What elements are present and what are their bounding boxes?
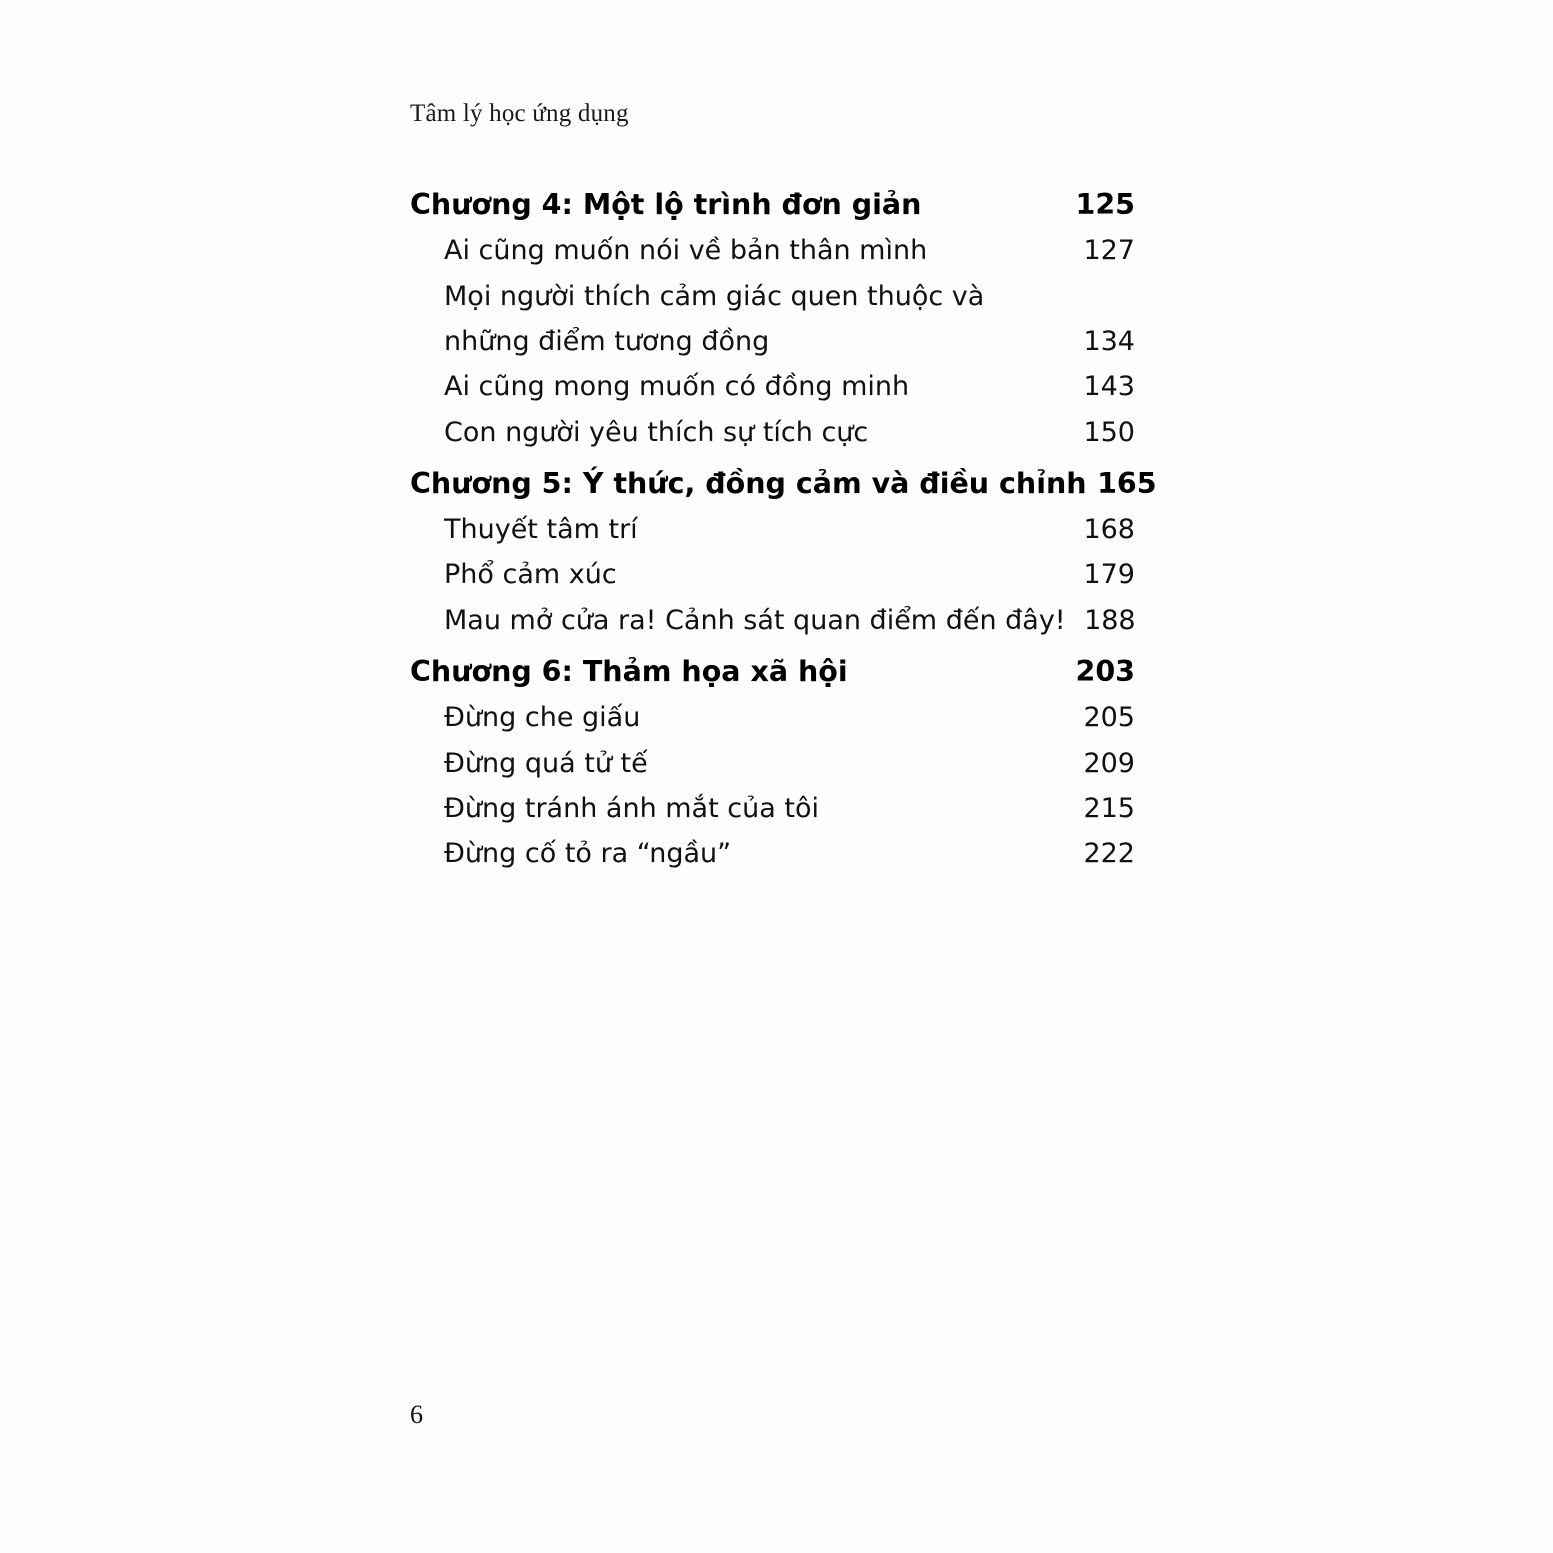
toc-entry-row[interactable]: [410, 598, 1135, 643]
toc-entry-title: Mọi người thích cảm giác quen thuộc và: [444, 280, 985, 312]
running-head: Tâm lý học ứng dụng: [410, 100, 629, 127]
toc-entry-title: Con người yêu thích sự tích cực: [444, 416, 869, 448]
toc-chapter-page: 125: [1075, 188, 1135, 221]
toc-entry-title: Thuyết tâm trí: [444, 514, 638, 546]
toc-chapter-title: Chương 4: Một lộ trình đơn giản: [410, 188, 922, 221]
toc-entry-row[interactable]: [410, 831, 1135, 876]
toc-entry-page: 150: [1083, 416, 1135, 448]
toc-entry-page: 168: [1083, 514, 1135, 546]
toc-entry-page: 134: [1083, 325, 1135, 357]
toc-group: [410, 182, 1135, 455]
toc-entry-row[interactable]: [410, 695, 1135, 740]
toc-entry-title: Ai cũng mong muốn có đồng minh: [444, 371, 910, 403]
toc-entry-title: Mau mở cửa ra! Cảnh sát quan điểm đến đây!: [444, 604, 1066, 636]
toc-chapter-page: 203: [1075, 655, 1135, 689]
toc-entry-page: 188: [1084, 604, 1136, 636]
toc-entry-row[interactable]: [410, 507, 1135, 552]
toc-entry-row[interactable]: [410, 410, 1135, 455]
toc-entry-row[interactable]: [410, 319, 1135, 364]
toc-entry-title: Phổ cảm xúc: [444, 559, 617, 591]
toc-entry-title: Đừng tránh ánh mắt của tôi: [444, 793, 819, 825]
toc-entry-page: 179: [1083, 559, 1135, 591]
toc-entry-title: Ai cũng muốn nói về bản thân mình: [444, 235, 928, 267]
toc-chapter-row[interactable]: [410, 461, 1157, 507]
toc-chapter-row[interactable]: [410, 182, 1135, 228]
toc-entry-row[interactable]: [410, 228, 1135, 273]
toc-entry-row[interactable]: [410, 274, 1135, 319]
toc-chapter-row[interactable]: [410, 649, 1135, 695]
toc-entry-row[interactable]: [410, 364, 1135, 409]
toc-entry-title: những điểm tương đồng: [444, 325, 770, 357]
toc-entry-title: Đừng quá tử tế: [444, 747, 648, 779]
toc-entry-row[interactable]: [410, 786, 1135, 831]
toc-chapter-page: 165: [1097, 466, 1157, 500]
toc-entry-row[interactable]: [410, 741, 1135, 786]
toc-entry-row[interactable]: [410, 552, 1135, 597]
page-number: 6: [410, 1400, 423, 1429]
table-of-contents: [410, 182, 1157, 883]
toc-group: [410, 649, 1135, 877]
toc-entry-page: 205: [1083, 702, 1135, 734]
toc-entry-page: 127: [1083, 235, 1135, 267]
toc-entry-page: 209: [1083, 747, 1135, 779]
toc-chapter-title: Chương 5: Ý thức, đồng cảm và điều chỉnh: [410, 466, 1087, 500]
toc-chapter-title: Chương 6: Thảm họa xã hội: [410, 655, 848, 689]
toc-entry-page: 222: [1083, 838, 1135, 870]
toc-entry-title: Đừng che giấu: [444, 702, 641, 734]
toc-entry-title: Đừng cố tỏ ra “ngầu”: [444, 838, 732, 870]
toc-group: [410, 461, 1157, 643]
toc-entry-page: 215: [1083, 793, 1135, 825]
toc-entry-page: 143: [1083, 371, 1135, 403]
